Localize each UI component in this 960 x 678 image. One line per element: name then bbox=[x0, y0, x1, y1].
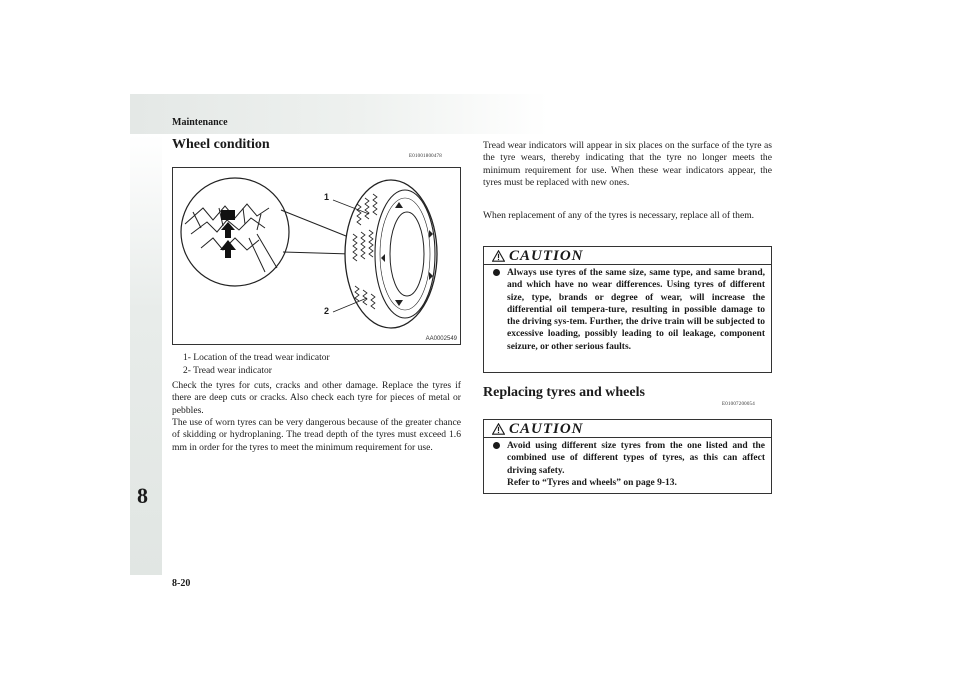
wheel-condition-heading: Wheel condition bbox=[172, 137, 270, 152]
figure-label-2: 2 bbox=[324, 306, 330, 316]
wheel-paragraph-1: Check the tyres for cuts, cracks and other damage. Replace the tyres if there are deep cuts or cracks. Also check each tyre for pieces of metal or pebbles. bbox=[172, 380, 461, 416]
figure-code: AA0002549 bbox=[425, 336, 457, 342]
caution-box-1 bbox=[483, 246, 772, 373]
chapter-number: 8 bbox=[137, 483, 148, 508]
caution-header bbox=[484, 420, 771, 438]
caution-title: CAUTION bbox=[509, 421, 584, 437]
caution-text: Avoid using different size tyres from the one listed and the combined use of different types of tyres, as this can affect driving safety. bbox=[507, 441, 765, 476]
callout-1: 1- Location of the tread wear indicator bbox=[183, 353, 330, 363]
callout-2: 2- Tread wear indicator bbox=[183, 366, 272, 376]
section-label: Maintenance bbox=[172, 117, 228, 128]
tread-paragraph-2: When replacement of any of the tyres is necessary, replace all of them. bbox=[483, 210, 755, 221]
bullet-icon bbox=[493, 269, 500, 276]
caution-body bbox=[484, 438, 771, 491]
page-number: 8-20 bbox=[172, 578, 191, 589]
caution-text: Always use tyres of the same size, same type, and same brand, and which have no wear differences. Using tyres of different size, type, brands or degree of wear, will increase the differential oil tempera-ture, resulting in possible damage to the driving sys-tem. Further, the drive train will be subjected to excessive loading, possibly leading to oil leakage, component seizure, or other serious faults. bbox=[507, 268, 765, 352]
caution-header bbox=[484, 247, 771, 265]
caution-box-2 bbox=[483, 419, 772, 494]
bullet-icon bbox=[493, 442, 500, 449]
figure-label-1: 1 bbox=[324, 192, 330, 202]
tread-paragraph-1: Tread wear indicators will appear in six places on the surface of the tyre as the tyre wears, thereby indicating that the tyre no longer meets the minimum requirement for use. When these wear indicators appear, the tyres must be replaced with new ones. bbox=[483, 140, 772, 188]
header-band bbox=[130, 94, 548, 134]
wheel-paragraph-2: The use of worn tyres can be very dangerous because of the greater chance of skidding or hydroplaning. The tread depth of the tyres must exceed 1.6 mm in order for the tyres to meet the minimum requirement for use. bbox=[172, 417, 461, 453]
warning-triangle-icon bbox=[492, 250, 505, 262]
figure-callouts bbox=[183, 352, 330, 378]
tread-wear-figure bbox=[172, 167, 461, 345]
wheel-condition-code: E01001800478 bbox=[409, 154, 442, 159]
caution-title: CAUTION bbox=[509, 248, 584, 264]
replacing-code: E01007200054 bbox=[722, 402, 755, 407]
replacing-heading: Replacing tyres and wheels bbox=[483, 385, 645, 400]
caution-body bbox=[484, 265, 771, 355]
warning-triangle-icon bbox=[492, 423, 505, 435]
tyre-illustration bbox=[173, 168, 460, 344]
page-reference: Refer to “Tyres and wheels” on page 9-13. bbox=[507, 477, 677, 488]
